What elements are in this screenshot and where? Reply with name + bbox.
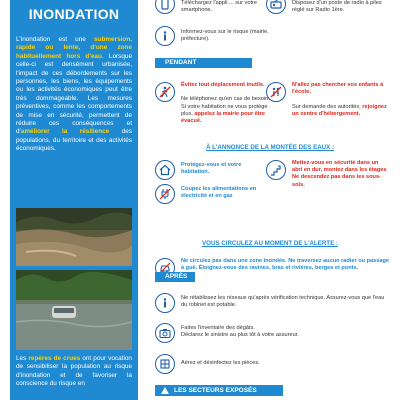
flood-photo-1 [16,208,132,266]
outro-text: ont pour vocation de sensibiliser la population au risque d'inondation et de favoriser la conscience du risque en [16,355,132,388]
inventory-text [181,325,299,339]
exposed-sectors-bar [155,385,283,396]
children-icon [266,82,286,102]
avoid-travel-text [181,82,270,125]
driving-emphasis: Ne circulez pas dans une zone inondée. Ne traversez aucun radier ou passage à gué. Éloignez-vous des ravines, bras et rivières, berges et ponts. [181,258,389,272]
cut-power-item [155,184,267,204]
networks-item [155,293,390,313]
go-upstairs-item [266,160,388,189]
radio-text: Disposez d'un poste de radio à piles réglé sur Radio 1ère. [292,0,382,14]
app-download-item [155,0,265,14]
window-icon [155,354,175,374]
ventilate-item [155,354,390,374]
avoid-travel-item [155,82,270,125]
section-apres: APRÈS [155,272,195,282]
intro-text: Lorsque celle-ci est densément urbanisée, l'impact de ces débordements sur les personnes, les biens, les équipements ou les activités économiques peut être très dommageable. Les mesures préventives, comme les comportements de mise en sécurité, permettent de réduire ces conséquences et d' [16,52,132,136]
shelter-detail: Sur demande des autorités, [292,103,363,110]
children-item [266,82,388,118]
intro-highlight: submersion, rapide ou lente, d'une zone habituellement hors d'eau. [16,36,132,60]
go-upstairs-text [292,160,388,189]
walking-person-icon [155,82,175,102]
call-mairie-emphasis: appelez la mairie pour être évacué. [181,110,265,125]
section-pendant: PENDANT [155,58,252,68]
camera-icon [155,323,175,343]
info-icon [155,26,175,46]
app-download-text: Téléchargez l'appli ... sur votre smartphone. [181,0,257,14]
cut-power-text [181,186,267,200]
info-text: Informez-vous sur le risque (mairie, préfecture). [181,29,269,43]
flood-photo-2 [16,270,132,350]
instructions-panel [148,0,393,400]
intro-panel [10,0,138,400]
inventory-line: Faites l'inventaire des dégâts. [181,325,255,331]
avoid-travel-detail: Ne téléphonez qu'en cas de besoin. Si votre habitation ne vous protège plus, [181,96,270,117]
intro-highlight: améliorer la résilience [20,128,110,136]
intro-text: L'inondation est une [16,36,94,43]
warning-icon [161,387,169,394]
shelter-emphasis: rejoignez un centre d'hébergement. [292,103,387,117]
power-plug-icon [155,184,175,204]
stairs-icon [266,160,286,180]
cut-power-emphasis: Coupez les alimentations en électricité et en gaz [181,186,257,200]
radio-item [266,0,391,14]
children-emphasis: N'allez pas chercher vos enfants à l'école. [292,82,384,96]
insurance-line: Déclarez le sinistre au plus tôt à votre assureur. [181,332,299,339]
protect-text [181,162,267,176]
smartphone-icon [155,0,175,14]
info-item [155,26,275,46]
children-text [292,82,388,118]
go-upstairs-emphasis: Mettez-vous en sécurité dans un abri en dur, montez dans les étages Ne descendez pas dans les sous-sols. [292,160,387,188]
intro-paragraph [10,36,138,154]
outro-paragraph [10,355,138,389]
outro-text: Les [16,355,29,362]
exposed-sectors-label: LES SECTEURS EXPOSÉS [174,387,257,394]
radio-icon [266,0,286,14]
driving-text [181,258,390,272]
avoid-travel-emphasis: Évitez tout déplacement inutile. [181,82,265,88]
networks-text: Ne rétablissez les réseaux qu'après vérification technique. Assurez-vous que l'eau du robinet est potable. [181,295,385,309]
info-icon [155,293,175,313]
inventory-item [155,323,390,343]
protect-item [155,160,267,180]
rising-water-heading: À L'ANNONCE DE LA MONTÉE DES EAUX : [205,144,335,151]
alert-driving-heading: VOUS CIRCULEZ AU MOMENT DE L'ALERTE : [202,240,338,247]
protect-emphasis: Protégez-vous et votre habitation. [181,162,242,176]
house-icon [155,160,175,180]
ventilate-text: Aérez et désinfectez les pièces. [181,360,260,366]
page-title: INONDATION [28,6,120,22]
intro-text: des populations, du territoire et des activités économiques. [16,128,132,153]
outro-highlight: repères de crues [28,355,81,362]
